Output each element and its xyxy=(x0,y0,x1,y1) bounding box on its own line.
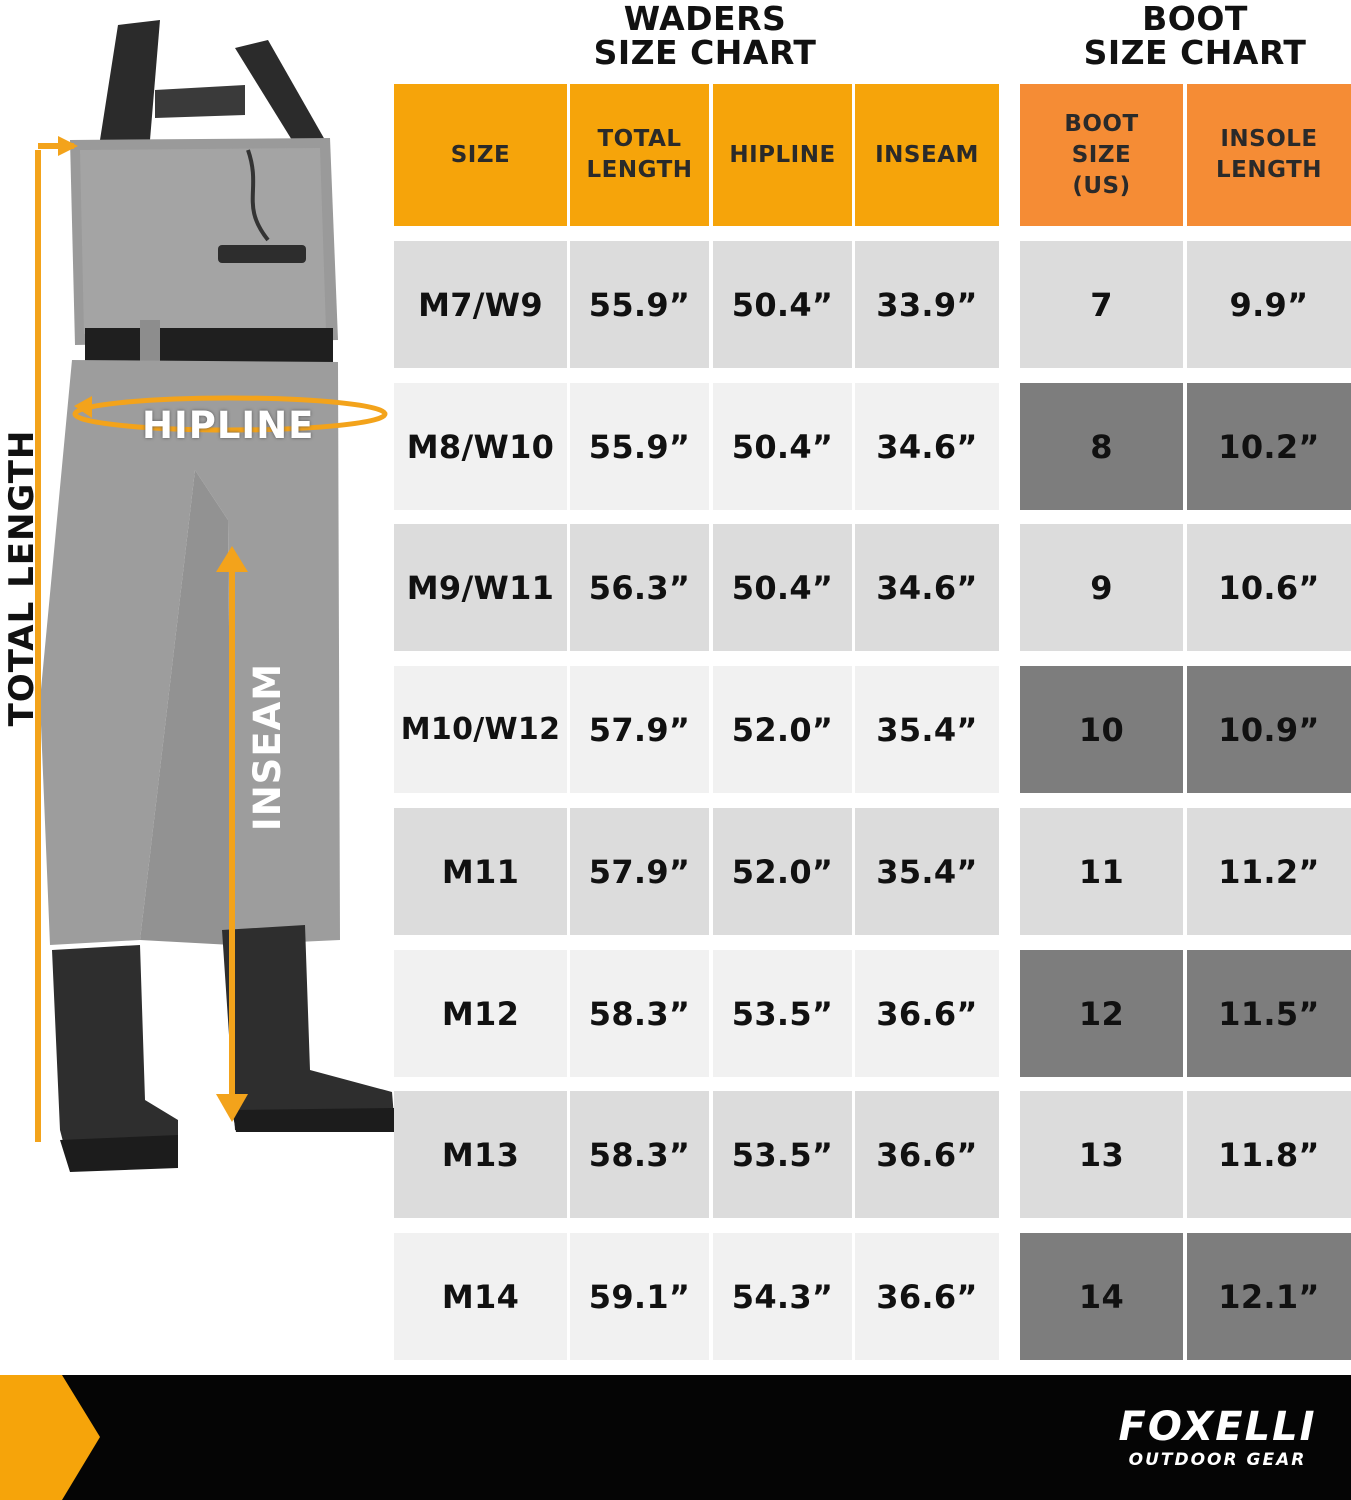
waders-table-cell: 53.5” xyxy=(713,950,852,1077)
boot-table-cell: 13 xyxy=(1020,1091,1183,1218)
waders-table-cell: 54.3” xyxy=(713,1233,852,1360)
boot-table-cell: 12 xyxy=(1020,950,1183,1077)
waders-table-cell: M12 xyxy=(394,950,567,1077)
waders-table-cell: 34.6” xyxy=(855,524,999,651)
waders-table-cell: 33.9” xyxy=(855,241,999,368)
boot-table-cell: 10.2” xyxy=(1187,383,1351,510)
total-length-label: TOTAL LENGTH xyxy=(2,429,42,727)
waders-table-cell: 55.9” xyxy=(570,383,709,510)
waders-table-cell: M10/W12 xyxy=(394,666,567,793)
boot-table-cell: 9 xyxy=(1020,524,1183,651)
inseam-label: INSEAM xyxy=(246,662,289,832)
waders-column-header: HIPLINE xyxy=(713,84,852,226)
waders-table-cell: 34.6” xyxy=(855,383,999,510)
waders-table-cell: 50.4” xyxy=(713,383,852,510)
waders-table-cell: 52.0” xyxy=(713,666,852,793)
waders-table-cell: 59.1” xyxy=(570,1233,709,1360)
waders-table-cell: 55.9” xyxy=(570,241,709,368)
orange-arrow-accent xyxy=(0,1375,105,1500)
waders-table-cell: 57.9” xyxy=(570,666,709,793)
boot-table-cell: 8 xyxy=(1020,383,1183,510)
waders-table-cell: 57.9” xyxy=(570,808,709,935)
boot-table-cell: 9.9” xyxy=(1187,241,1351,368)
waders-table-cell: M13 xyxy=(394,1091,567,1218)
brand-name: FOXELLI xyxy=(1118,1404,1317,1450)
boot-column-header: INSOLE LENGTH xyxy=(1187,84,1351,226)
boot-table-cell: 11.2” xyxy=(1187,808,1351,935)
waders-column-header: INSEAM xyxy=(855,84,999,226)
waders-table-cell: M7/W9 xyxy=(394,241,567,368)
waders-table-cell: M11 xyxy=(394,808,567,935)
waders-table-cell: 36.6” xyxy=(855,950,999,1077)
boot-table-cell: 10 xyxy=(1020,666,1183,793)
waders-table-cell: 35.4” xyxy=(855,808,999,935)
boot-chart-title: BOOT SIZE CHART xyxy=(1083,0,1307,72)
boot-table-cell: 14 xyxy=(1020,1233,1183,1360)
waders-table-cell: 56.3” xyxy=(570,524,709,651)
boot-table-cell: 11.8” xyxy=(1187,1091,1351,1218)
waders-column-header: TOTAL LENGTH xyxy=(570,84,709,226)
boot-table-cell: 10.6” xyxy=(1187,524,1351,651)
waders-table-cell: 58.3” xyxy=(570,950,709,1077)
waders-table-cell: M14 xyxy=(394,1233,567,1360)
waders-table-cell: 58.3” xyxy=(570,1091,709,1218)
boot-table-cell: 11 xyxy=(1020,808,1183,935)
brand-logo xyxy=(1110,1405,1325,1471)
waders-table-cell: 36.6” xyxy=(855,1233,999,1360)
waders-table-cell: M9/W11 xyxy=(394,524,567,651)
waders-table-cell: 36.6” xyxy=(855,1091,999,1218)
boot-table-cell: 11.5” xyxy=(1187,950,1351,1077)
waders-table-cell: 35.4” xyxy=(855,666,999,793)
waders-table-cell: 52.0” xyxy=(713,808,852,935)
waders-table-cell: 50.4” xyxy=(713,241,852,368)
waders-column-header: SIZE xyxy=(394,84,567,226)
waders-table-cell: 53.5” xyxy=(713,1091,852,1218)
waders-table-cell: M8/W10 xyxy=(394,383,567,510)
brand-tagline: OUTDOOR GEAR xyxy=(1128,1450,1307,1470)
hipline-label: HIPLINE xyxy=(142,404,315,447)
waders-chart-title: WADERS SIZE CHART xyxy=(593,0,817,72)
boot-table-cell: 12.1” xyxy=(1187,1233,1351,1360)
boot-table-cell: 7 xyxy=(1020,241,1183,368)
waders-illustration xyxy=(0,0,400,1200)
boot-column-header: BOOT SIZE (US) xyxy=(1020,84,1183,226)
waders-table-cell: 50.4” xyxy=(713,524,852,651)
boot-table-cell: 10.9” xyxy=(1187,666,1351,793)
